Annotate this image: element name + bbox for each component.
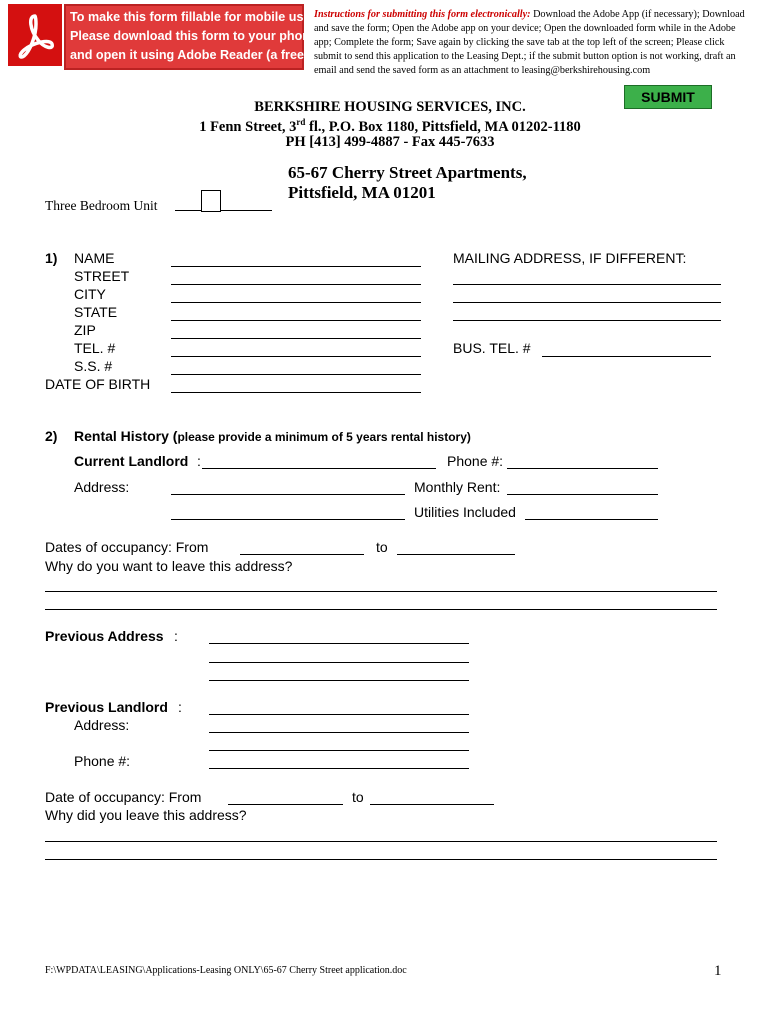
previous-landlord-label: Previous Landlord — [45, 699, 168, 715]
prev-date-from-input[interactable] — [228, 804, 343, 805]
unit-type-line — [175, 210, 272, 211]
field-label-state: STATE — [74, 304, 118, 320]
field-label-city: CITY — [74, 286, 106, 302]
previous-landlord-address-input-1[interactable] — [209, 732, 469, 733]
previous-landlord-input[interactable] — [209, 714, 469, 715]
mobile-instructions-banner — [64, 4, 335, 70]
field-label-name: NAME — [74, 250, 115, 266]
prev-date-to-input[interactable] — [370, 804, 494, 805]
section2-number: 2) — [45, 428, 58, 444]
section1-number: 1) — [45, 250, 58, 266]
submit-button[interactable]: SUBMIT — [624, 85, 712, 109]
colon: : — [178, 699, 182, 715]
previous-address-input-2[interactable] — [209, 662, 469, 663]
previous-landlord-phone-input[interactable] — [209, 768, 469, 769]
mailing-address-label: MAILING ADDRESS, IF DIFFERENT: — [453, 250, 687, 266]
why-left-label: Why did you leave this address? — [45, 807, 247, 823]
field-label-zip: ZIP — [74, 322, 96, 338]
field-label-ss: S.S. # — [74, 358, 113, 374]
current-phone-input[interactable] — [507, 468, 658, 469]
banner-line: Please download this form to your phone — [70, 29, 317, 43]
state-input[interactable] — [171, 320, 421, 321]
dates-from-input[interactable] — [240, 554, 364, 555]
prev-date-to-label: to — [352, 789, 364, 805]
instructions-label: Instructions for submitting this form electronically: — [314, 9, 531, 20]
file-path: F:\WPDATA\LEASING\Applications-Leasing ONLY\65-67 Cherry Street application.doc — [45, 965, 407, 976]
field-label-tel: TEL. # — [74, 340, 116, 356]
monthly-rent-input[interactable] — [507, 494, 658, 495]
banner-line: To make this form fillable for mobile users: — [70, 10, 327, 24]
dates-occupancy-label: Dates of occupancy: From — [45, 539, 209, 555]
instructions-text: Download the Adobe App (if necessary); Download and save the form; Open the Adobe app on your device; Open the downloaded form while in the Adobe app; Complete the form; Save again by clicking the save tab at the top left of the screen; Please click submit to send this application to the Leasing Dept.; if the submit button option is not working, draft an email and send the saved form as an attachment to leasing@berkshirehousing.com — [314, 9, 745, 76]
page-number: 1 — [714, 963, 722, 979]
previous-address-input-1[interactable] — [209, 643, 469, 644]
bus-tel-input[interactable] — [542, 356, 711, 357]
electronic-submission-instructions — [314, 8, 754, 78]
field-label-dob: DATE OF BIRTH — [45, 376, 151, 392]
why-left-input-2[interactable] — [45, 859, 717, 860]
colon: : — [197, 453, 201, 469]
mailing-line-3-input[interactable] — [453, 320, 721, 321]
org-address: 1 Fenn Street, 3rd fl., P.O. Box 1180, Pittsfield, MA 01202-1180 — [199, 117, 581, 135]
name-input[interactable] — [171, 266, 421, 267]
property-city: Pittsfield, MA 01201 — [288, 183, 436, 202]
unit-type-label: Three Bedroom Unit — [45, 198, 158, 213]
zip-input[interactable] — [171, 338, 421, 339]
why-leave-input-2[interactable] — [45, 609, 717, 610]
tel-input[interactable] — [171, 356, 421, 357]
adobe-reader-logo-icon — [8, 4, 62, 66]
bus-tel-label: BUS. TEL. # — [453, 340, 531, 356]
current-address-input-1[interactable] — [171, 494, 405, 495]
city-input[interactable] — [171, 302, 421, 303]
utilities-included-input[interactable] — [525, 519, 658, 520]
previous-landlord-address-label: Address: — [74, 717, 130, 733]
mailing-line-1-input[interactable] — [453, 284, 721, 285]
property-name: 65-67 Cherry Street Apartments, — [288, 163, 527, 182]
dob-input[interactable] — [171, 392, 421, 393]
colon: : — [174, 628, 178, 644]
dates-to-input[interactable] — [397, 554, 515, 555]
monthly-rent-label: Monthly Rent: — [414, 479, 501, 495]
banner-line: and open it using Adobe Reader (a free app) — [70, 48, 335, 62]
date-occupancy-label: Date of occupancy: From — [45, 789, 202, 805]
why-left-input-1[interactable] — [45, 841, 717, 842]
previous-address-input-3[interactable] — [209, 680, 469, 681]
dates-to-label: to — [376, 539, 388, 555]
why-leave-label: Why do you want to leave this address? — [45, 558, 293, 574]
why-leave-input-1[interactable] — [45, 591, 717, 592]
rental-history-title: Rental History (please provide a minimum of 5 years rental history) — [74, 428, 471, 444]
mailing-line-2-input[interactable] — [453, 302, 721, 303]
current-landlord-label: Current Landlord — [74, 453, 189, 469]
org-phone: PH [413] 499-4887 - Fax 445-7633 — [285, 134, 495, 150]
ss-input[interactable] — [171, 374, 421, 375]
org-name: BERKSHIRE HOUSING SERVICES, INC. — [254, 99, 526, 115]
field-label-street: STREET — [74, 268, 130, 284]
utilities-included-label: Utilities Included — [414, 504, 516, 520]
unit-checkbox[interactable] — [201, 190, 221, 212]
previous-landlord-phone-label: Phone #: — [74, 753, 131, 769]
current-address-label: Address: — [74, 479, 130, 495]
current-phone-label: Phone #: — [447, 453, 504, 469]
current-address-input-2[interactable] — [171, 519, 405, 520]
current-landlord-input[interactable] — [202, 468, 436, 469]
previous-landlord-address-input-2[interactable] — [209, 750, 469, 751]
street-input[interactable] — [171, 284, 421, 285]
previous-address-label: Previous Address — [45, 628, 164, 644]
